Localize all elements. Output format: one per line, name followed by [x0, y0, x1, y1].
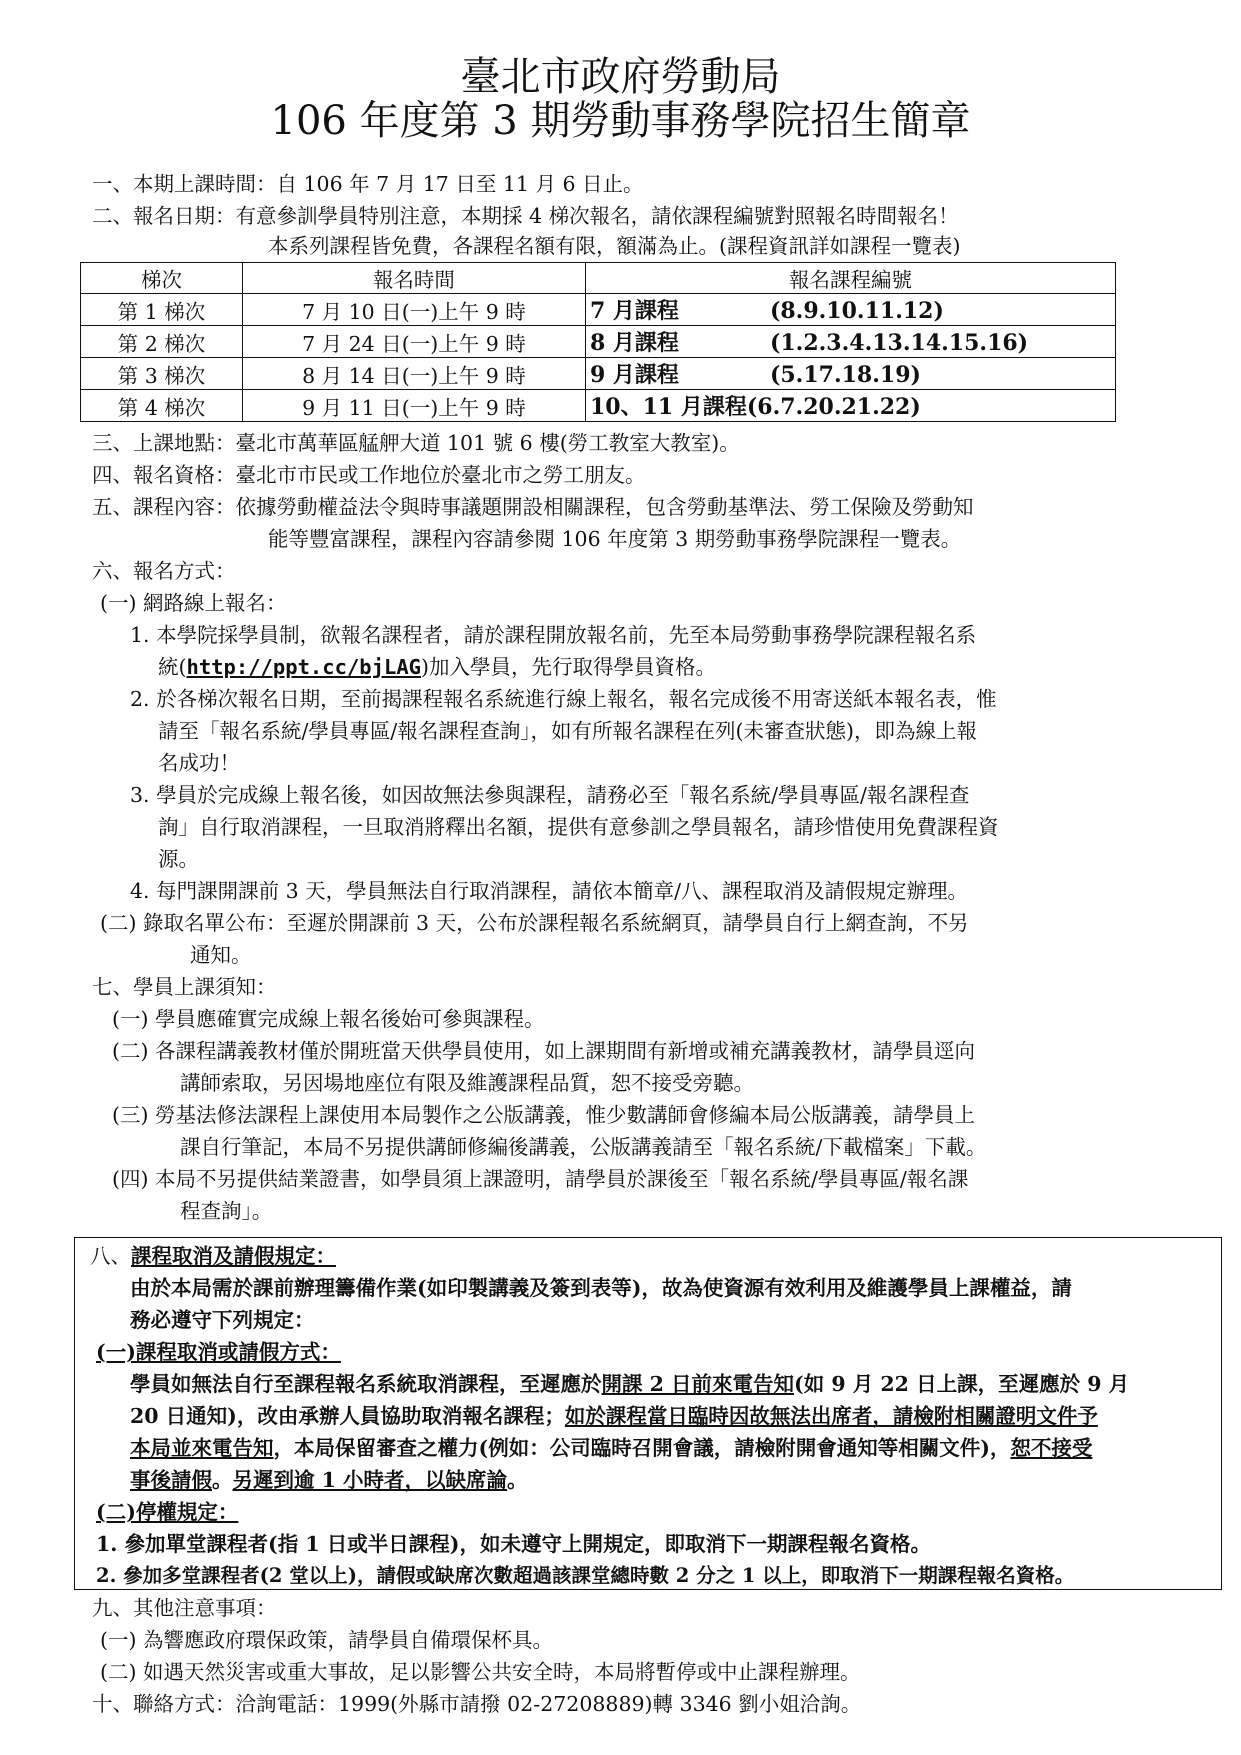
- cell-time: 9 月 11 日(一)上午 9 時: [242, 390, 585, 422]
- registration-system-link[interactable]: http://ppt.cc/bjLAG: [186, 655, 421, 679]
- title-main: 106 年度第 3 期勞動事務學院招生簡章: [270, 98, 971, 144]
- section-6-1-item-1: 1. 本學院採學員制，欲報名課程者，請於課程開放報名前，先至本局勞動事務學院課程報名系: [130, 623, 977, 647]
- section-1-class-time: 一、本期上課時間：自 106 年 7 月 17 日至 11 月 6 日止。: [92, 172, 644, 196]
- section-8-title: 課程取消及請假規定：: [131, 1244, 336, 1268]
- cell-time: 7 月 24 日(一)上午 9 時: [242, 326, 585, 358]
- table-row: [81, 390, 1116, 422]
- section-6-1-item-3-cont: 詢」自行取消課程，一旦取消將釋出名額，提供有意參訓之學員報名，請珍惜使用免費課程資: [158, 815, 999, 839]
- cell-round: 第 1 梯次: [81, 294, 243, 326]
- header-round: 梯次: [81, 263, 243, 294]
- section-8-1-text-cont: [130, 1400, 1098, 1432]
- section-10-contact: 十、聯絡方式：洽詢電話：1999(外縣市請撥 02-27208889)轉 3346 劉小姐洽詢。: [92, 1692, 862, 1716]
- text-segment: 學員如無法自行至課程報名系統取消課程，至遲應於: [130, 1372, 602, 1396]
- cell-code-list: (8.9.10.11.12): [769, 298, 944, 324]
- cell-time: 7 月 10 日(一)上午 9 時: [242, 294, 585, 326]
- section-6-heading: 六、報名方式：: [92, 559, 236, 583]
- section-9-heading: 九、其他注意事項：: [92, 1596, 277, 1620]
- text-segment: 。: [212, 1468, 233, 1492]
- header-time: 報名時間: [242, 263, 585, 294]
- section-9-2: (二) 如遇天然災害或重大事故，足以影響公共安全時，本局將暫停或中止課程辦理。: [100, 1660, 861, 1684]
- section-7-1: (一) 學員應確實完成線上報名後始可參與課程。: [112, 1007, 545, 1031]
- text-underlined: 另遲到逾 1 小時者，以缺席論: [232, 1468, 508, 1492]
- cell-month: 10、11 月課程: [589, 394, 747, 420]
- section-8-2-rule-2: 2. 參加多堂課程者(2 堂以上)，請假或缺席次數超過該課堂總時數 2 分之 1 以上，即取消下一期課程報名資格。: [96, 1564, 1075, 1587]
- section-8-1-text-cont2: [130, 1432, 1092, 1464]
- cell-codes: [585, 390, 1115, 422]
- section-2-registration-date: 二、報名日期：有意參訓學員特別注意，本期採 4 梯次報名，請依課程編號對照報名時間報名！: [92, 204, 959, 228]
- section-7-4-cont: 程查詢」。: [180, 1199, 273, 1223]
- header-codes: 報名課程編號: [585, 263, 1115, 294]
- section-8-heading: [90, 1240, 336, 1272]
- section-8-intro-cont: 務必遵守下列規定：: [130, 1308, 315, 1332]
- title-agency: 臺北市政府勞動局: [460, 54, 781, 100]
- text-underlined: 本局並來電告知: [130, 1436, 274, 1460]
- text-underlined: 開課 2 日前來電告知: [601, 1372, 795, 1396]
- section-6-1-item-2: 2. 於各梯次報名日期，至前揭課程報名系統進行線上報名，報名完成後不用寄送紙本報名表，惟: [130, 687, 997, 711]
- section-8-number: 八、: [90, 1244, 131, 1268]
- cell-month: 9 月課程: [589, 362, 679, 388]
- cell-code-list: (5.17.18.19): [769, 362, 921, 388]
- section-8-1-heading: (一)課程取消或請假方式：: [96, 1340, 341, 1364]
- section-2-note: 本系列課程皆免費，各課程名額有限，額滿為止。(課程資訊詳如課程一覽表): [268, 234, 961, 258]
- cell-code-list: (6.7.20.21.22): [746, 394, 921, 420]
- section-7-2-cont: 講師索取，另因場地座位有限及維護課程品質，恕不接受旁聽。: [180, 1071, 754, 1095]
- section-6-1-item-2-cont: 請至「報名系統/學員專區/報名課程查詢」，如有所報名課程在列(未審查狀態)，即為線上報: [158, 719, 978, 743]
- section-6-2-cont: 通知。: [190, 943, 252, 967]
- text-segment: (如 9 月 22 日上課，至遲應於 9 月: [794, 1372, 1130, 1396]
- section-6-1-heading: (一) 網路線上報名：: [100, 591, 287, 615]
- cell-code-list: (1.2.3.4.13.14.15.16): [769, 330, 1029, 356]
- section-5-content: 五、課程內容：依據勞動權益法令與時事議題開設相關課程，包含勞動基準法、勞工保險及勞動知: [92, 495, 974, 519]
- section-4-eligibility: 四、報名資格：臺北市市民或工作地位於臺北市之勞工朋友。: [92, 463, 646, 487]
- cell-round: 第 3 梯次: [81, 358, 243, 390]
- registration-schedule-table: [80, 262, 1116, 422]
- cell-codes: [585, 326, 1115, 358]
- cell-round: 第 4 梯次: [81, 390, 243, 422]
- section-6-1-item-2-cont2: 名成功！: [158, 751, 240, 775]
- section-5-content-cont: 能等豐富課程，課程內容請參閱 106 年度第 3 期勞動事務學院課程一覽表。: [268, 527, 962, 551]
- section-6-1-item-3-cont2: 源。: [158, 847, 199, 871]
- text-underlined: 如於課程當日臨時因故無法出席者，請檢附相關證明文件予: [564, 1404, 1098, 1428]
- text-segment: ，本局保留審查之權力(例如：公司臨時召開會議，請檢附開會通知等相關文件)，: [273, 1436, 1011, 1460]
- section-6-1-item-1-cont: [158, 651, 716, 683]
- section-7-3: (三) 勞基法修法課程上課使用本局製作之公版講義，惟少數講師會修編本局公版講義，請學員上: [112, 1103, 976, 1127]
- text-pre-link: 統(: [158, 655, 187, 679]
- section-3-location: 三、上課地點：臺北市萬華區艋舺大道 101 號 6 樓(勞工教室大教室)。: [92, 431, 740, 455]
- cell-codes: [585, 294, 1115, 326]
- section-8-2-heading: (二)停權規定：: [96, 1500, 239, 1524]
- table-header-row: [81, 263, 1116, 294]
- section-8-1-text: [130, 1368, 1129, 1400]
- section-7-4: (四) 本局不另提供結業證書，如學員須上課證明，請學員於課後至「報名系統/學員專區/報名課: [112, 1167, 969, 1191]
- section-7-heading: 七、學員上課須知：: [92, 975, 277, 999]
- cell-round: 第 2 梯次: [81, 326, 243, 358]
- cell-month: 7 月課程: [589, 298, 679, 324]
- text-segment: 20 日通知)，改由承辦人員協助取消報名課程；: [130, 1404, 565, 1428]
- table-row: [81, 294, 1116, 326]
- section-8-1-text-cont3: [130, 1464, 528, 1496]
- section-9-1: (一) 為響應政府環保政策，請學員自備環保杯具。: [100, 1628, 554, 1652]
- section-6-1-item-3: 3. 學員於完成線上報名後，如因故無法參與課程，請務必至「報名系統/學員專區/報名課程查: [130, 783, 970, 807]
- section-6-1-item-4: 4. 每門課開課前 3 天，學員無法自行取消課程，請依本簡章/八、課程取消及請假規定辦理。: [130, 879, 969, 903]
- section-8-intro: 由於本局需於課前辦理籌備作業(如印製講義及簽到表等)，故為使資源有效利用及維護學員上課權益，請: [130, 1276, 1072, 1300]
- section-8-2-rule-1: 1. 參加單堂課程者(指 1 日或半日課程)，如未遵守上開規定，即取消下一期課程報名資格。: [96, 1532, 931, 1556]
- text-underlined: 事後請假: [130, 1468, 212, 1492]
- table-row: [81, 326, 1116, 358]
- cell-codes: [585, 358, 1115, 390]
- table-row: [81, 358, 1116, 390]
- cell-month: 8 月課程: [589, 330, 679, 356]
- text-segment: 。: [507, 1468, 528, 1492]
- section-6-2: (二) 錄取名單公布：至遲於開課前 3 天，公布於課程報名系統網頁，請學員自行上網查詢，不另: [100, 911, 969, 935]
- section-7-2: (二) 各課程講義教材僅於開班當天供學員使用，如上課期間有新增或補充講義教材，請學員逕向: [112, 1039, 976, 1063]
- text-post-link: )加入學員，先行取得學員資格。: [421, 655, 716, 679]
- section-7-3-cont: 課自行筆記，本局不另提供講師修編後講義，公版講義請至「報名系統/下載檔案」下載。: [180, 1135, 987, 1159]
- cell-time: 8 月 14 日(一)上午 9 時: [242, 358, 585, 390]
- text-underlined: 恕不接受: [1010, 1436, 1093, 1460]
